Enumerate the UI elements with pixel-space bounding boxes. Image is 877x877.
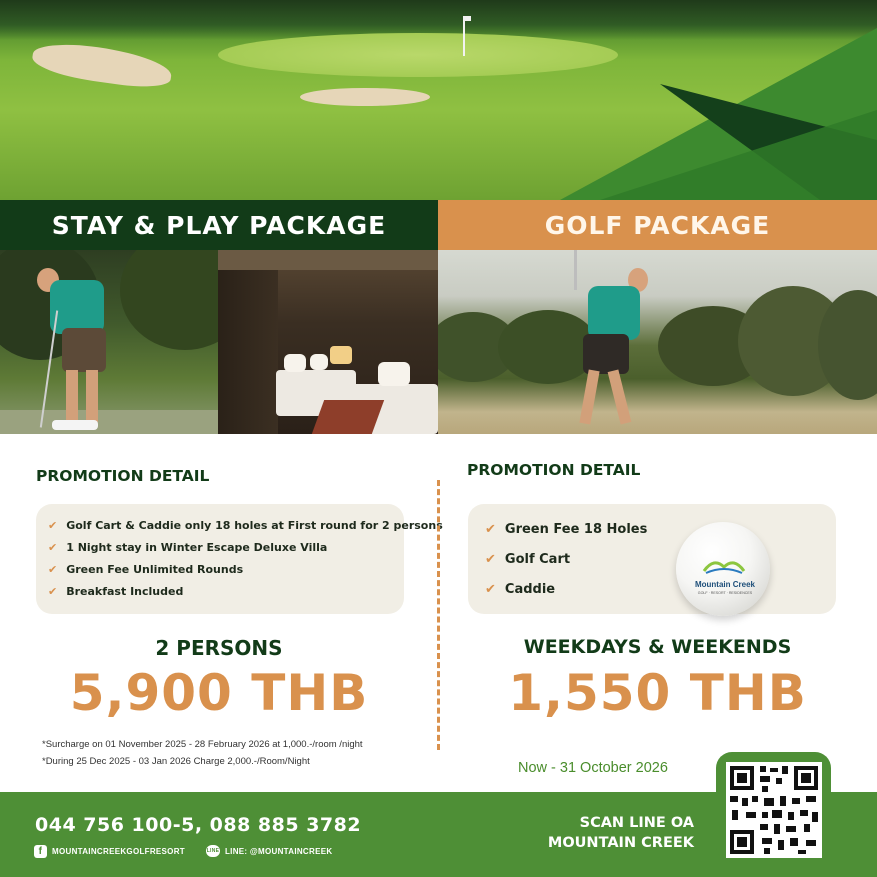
item-label: Green Fee Unlimited Rounds	[66, 563, 244, 576]
item-label: Caddie	[504, 582, 556, 597]
scan-line-2: MOUNTAIN CREEK	[547, 835, 694, 851]
list-item	[48, 541, 327, 554]
check-icon: ✔	[485, 582, 496, 597]
phone-numbers[interactable]: 044 756 100-5, 088 885 3782	[35, 814, 362, 836]
stay-play-header	[0, 200, 438, 250]
facebook-handle: MOUNTAINCREEKGOLFRESORT	[52, 847, 185, 856]
item-label: Golf Cart & Caddie only 18 holes at First round for 2 persons	[66, 519, 443, 532]
list-item	[485, 552, 570, 567]
golf-package-title: GOLF PACKAGE	[544, 210, 771, 240]
qr-code-icon[interactable]	[726, 762, 822, 858]
line-link[interactable]	[206, 845, 332, 857]
scan-line-1: SCAN LINE OA	[579, 815, 694, 831]
mountain-creek-logo-icon	[702, 555, 746, 575]
list-item	[485, 582, 555, 597]
item-label: Breakfast Included	[66, 585, 184, 598]
item-label: 1 Night stay in Winter Escape Deluxe Villa	[66, 541, 328, 554]
item-label: Green Fee 18 Holes	[504, 522, 648, 537]
weekdays-label: WEEKDAYS & WEEKENDS	[523, 636, 792, 658]
facebook-icon: f	[34, 845, 47, 858]
left-promotion-title: PROMOTION DETAIL	[36, 467, 210, 485]
check-icon: ✔	[48, 563, 58, 576]
check-icon: ✔	[485, 552, 496, 567]
golf-package-price: 1,550 THB	[508, 664, 807, 722]
check-icon: ✔	[48, 541, 58, 554]
check-icon: ✔	[48, 585, 58, 598]
list-item	[48, 563, 243, 576]
stay-play-title: STAY & PLAY PACKAGE	[51, 210, 387, 240]
list-item	[48, 585, 183, 598]
list-item	[48, 519, 443, 532]
right-promotion-title: PROMOTION DETAIL	[467, 461, 641, 479]
check-icon: ✔	[485, 522, 496, 537]
hero-golf-course-image	[0, 0, 877, 200]
list-item	[485, 522, 647, 537]
golf-package-header	[438, 200, 877, 250]
golfer-putting-photo	[0, 250, 218, 434]
golfer-swing-photo	[438, 250, 877, 434]
ball-logo-subtext: GOLF · RESORT · RESIDENCES	[697, 591, 753, 595]
surcharge-note: *Surcharge on 01 November 2025 - 28 February 2026 at 1,000.-/room /night	[42, 739, 363, 750]
line-handle: LINE: @MOUNTAINCREEK	[225, 846, 333, 856]
line-icon: LINE	[206, 845, 220, 857]
decorative-triangles	[0, 0, 877, 200]
persons-label: 2 PERSONS	[155, 636, 283, 660]
scan-line-text	[510, 813, 694, 853]
check-icon: ✔	[48, 519, 58, 532]
hotel-room-photo	[218, 250, 438, 434]
facebook-link[interactable]	[34, 845, 185, 858]
stay-play-price: 5,900 THB	[69, 664, 369, 722]
ball-logo-text: Mountain Creek	[694, 580, 755, 589]
item-label: Golf Cart	[504, 552, 571, 567]
holiday-note: *During 25 Dec 2025 - 03 Jan 2026 Charge 2,000.-/Room/Night	[42, 756, 310, 767]
validity-date: Now - 31 October 2026	[518, 760, 668, 776]
